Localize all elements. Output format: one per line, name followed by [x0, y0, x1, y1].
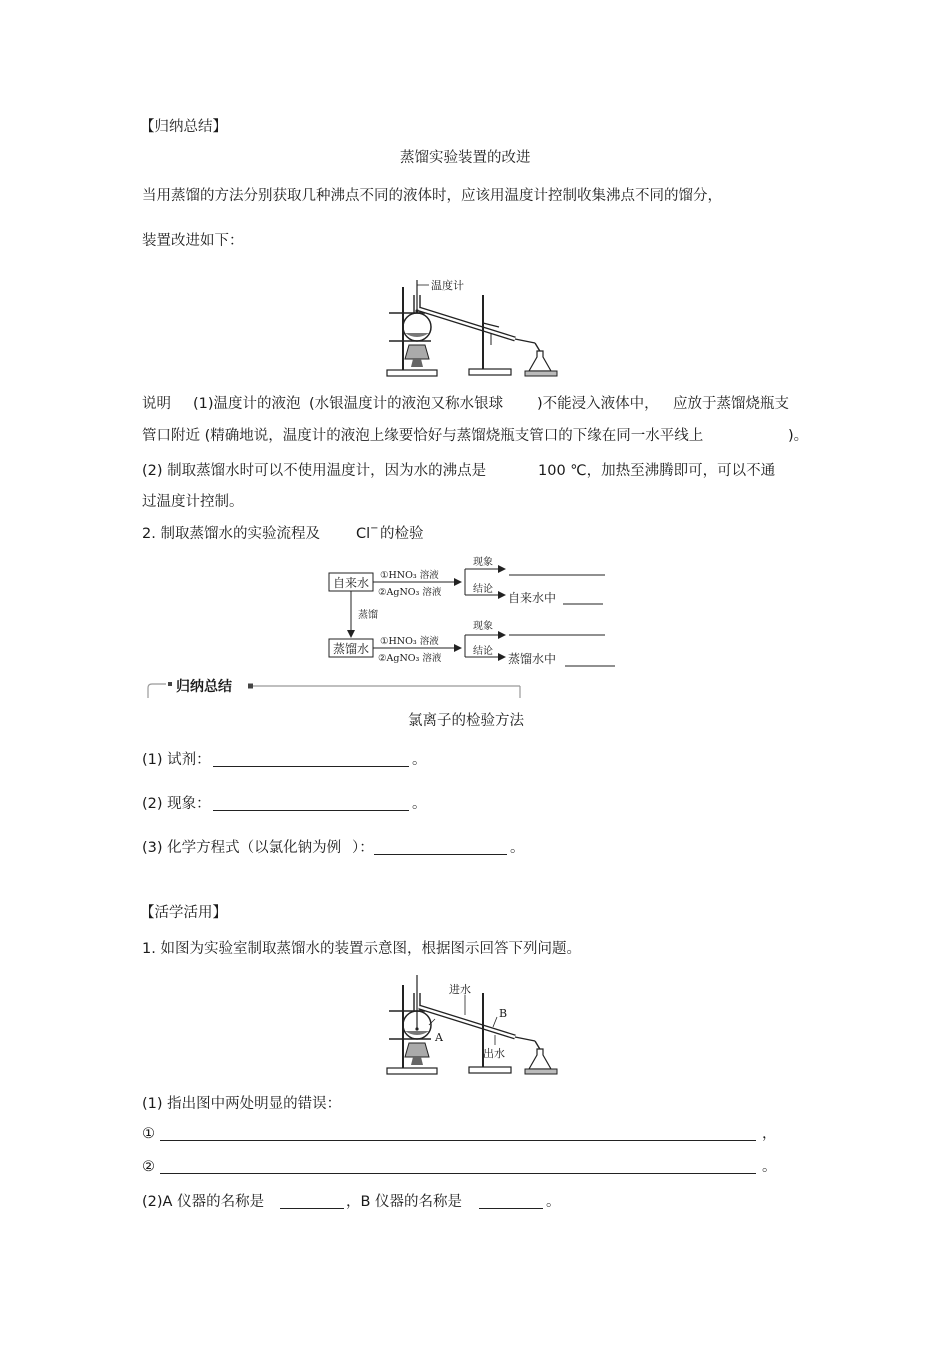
flow-result-label: 自来水中 [508, 591, 557, 605]
item-heading: 2. 制取蒸馏水的实验流程及 [142, 526, 320, 542]
explanation-text: )。 [788, 428, 809, 444]
answer-blank[interactable] [160, 1173, 756, 1174]
label-a: A [435, 1031, 443, 1044]
flow-step-label: ①HNO₃ 溶液 [380, 570, 439, 581]
flow-result-label: 蒸馏水中 [508, 652, 557, 666]
practice-heading: 【活学活用】 [140, 905, 227, 921]
section-title: 蒸馏实验装置的改进 [400, 150, 531, 166]
answer-blank[interactable] [479, 1208, 543, 1209]
blank-marker: ① [142, 1126, 155, 1142]
flow-box-distilledwater: 蒸馏水 [332, 642, 370, 656]
answer-blank[interactable] [213, 810, 409, 811]
answer-blank[interactable] [374, 854, 507, 855]
label-water-in: 进水 [449, 983, 471, 996]
chloride-test-flowchart [325, 555, 615, 670]
blank-end: ， [762, 1126, 777, 1142]
answer-blank[interactable] [160, 1140, 756, 1141]
summary-item-end: 。 [510, 840, 525, 856]
explanation-text: 管口附近 (精确地说，温度计的液泡上缘要恰好与蒸馏烧瓶支管口的下缘在同一水平线上 [142, 428, 704, 444]
summary-item: ）： [352, 840, 374, 856]
flow-phenomenon-label: 现象 [473, 557, 493, 568]
explanation-text: (2) 制取蒸馏水时可以不使用温度计，因为水的沸点是 [142, 463, 487, 479]
summary-item-end: 。 [412, 752, 427, 768]
blank-marker: ② [142, 1159, 155, 1175]
label-water-out: 出水 [483, 1047, 505, 1060]
item-heading: 的检验 [380, 526, 424, 542]
answer-blank[interactable] [280, 1208, 344, 1209]
question-text: 1. 如图为实验室制取蒸馏水的装置示意图，根据图示回答下列问题。 [142, 941, 581, 957]
flow-box-tapwater: 自来水 [332, 576, 370, 590]
distillation-question-figure [385, 973, 560, 1078]
explanation-text: 过温度计控制。 [142, 494, 244, 510]
question-text: ，B 仪器的名称是 [346, 1194, 463, 1210]
explanation-text: )不能浸入液体中， [537, 396, 659, 412]
answer-blank[interactable] [213, 766, 409, 767]
flow-step-label: ②AgNO₃ 溶液 [378, 587, 442, 598]
summary-item: (3) 化学方程式（以氯化钠为例 [142, 840, 342, 856]
explanation-text: 100 ℃，加热至沸腾即可，可以不通 [538, 463, 776, 479]
explanation-text: 说明 [142, 396, 171, 412]
thermometer-label: 温度计 [431, 279, 464, 292]
explanation-text: 应放于蒸馏烧瓶支 [673, 396, 789, 412]
flow-distill-label: 蒸馏 [358, 610, 378, 621]
label-b: B [499, 1007, 508, 1020]
chloride-charge: − [370, 523, 379, 534]
paragraph-line: 当用蒸馏的方法分别获取几种沸点不同的液体时，应该用温度计控制收集沸点不同的馏分， [142, 188, 722, 204]
summary-item: (2) 现象： [142, 796, 211, 812]
question-text: (1) 指出图中两处明显的错误： [142, 1096, 342, 1112]
chloride-symbol [356, 523, 379, 542]
question-text: (2)A 仪器的名称是 [142, 1194, 265, 1210]
blank-end: 。 [762, 1159, 777, 1175]
summary-item: (1) 试剂： [142, 752, 211, 768]
summary-banner-title: 归纳总结 [176, 679, 232, 695]
question-text: 。 [546, 1194, 561, 1210]
flow-step-label: ②AgNO₃ 溶液 [378, 653, 442, 664]
flow-conclusion-label: 结论 [473, 584, 493, 595]
chloride-symbol-text: Cl [356, 526, 371, 542]
distillation-apparatus-figure [385, 275, 560, 380]
summary-item-end: 。 [412, 796, 427, 812]
explanation-text: (1)温度计的液泡 [193, 396, 301, 412]
summary-title: 氯离子的检验方法 [408, 713, 524, 729]
explanation-text: (水银温度计的液泡又称水银球 [309, 396, 504, 412]
flow-conclusion-label: 结论 [473, 646, 493, 657]
section-heading: 【归纳总结】 [140, 119, 227, 135]
paragraph-line: 装置改进如下： [142, 233, 244, 249]
flow-step-label: ①HNO₃ 溶液 [380, 636, 439, 647]
flow-phenomenon-label: 现象 [473, 621, 493, 632]
